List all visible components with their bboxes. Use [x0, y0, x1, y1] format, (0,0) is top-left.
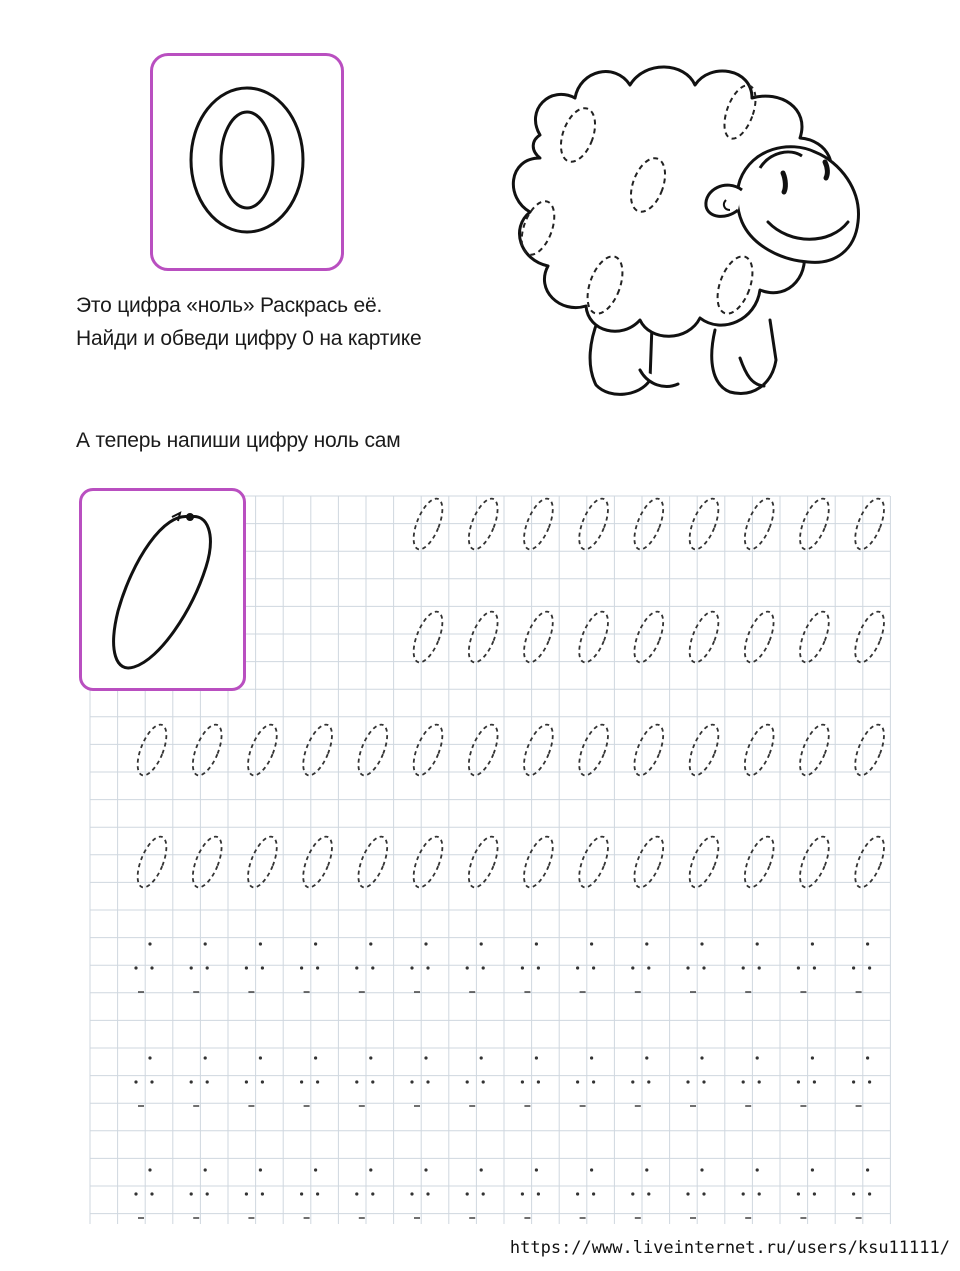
guide-dot	[813, 1080, 816, 1083]
guide-dot	[645, 1056, 648, 1059]
guide-dot	[756, 942, 759, 945]
guide-dot	[631, 1192, 634, 1195]
guide-dot	[537, 966, 540, 969]
dashed-zero	[573, 608, 614, 666]
guide-dot	[150, 1192, 153, 1195]
guide-dot	[647, 1192, 650, 1195]
guide-dot	[756, 1056, 759, 1059]
sample-digit-frame	[79, 488, 246, 691]
guide-dot	[245, 1192, 248, 1195]
guide-dot	[314, 1168, 317, 1171]
guide-dot	[686, 1192, 689, 1195]
guide-dot	[647, 1080, 650, 1083]
guide-dot	[852, 1192, 855, 1195]
guide-dot	[410, 966, 413, 969]
guide-dot	[134, 1192, 137, 1195]
guide-dot	[592, 1080, 595, 1083]
guide-dot	[480, 942, 483, 945]
guide-dot	[702, 966, 705, 969]
dashed-zero	[684, 608, 725, 666]
guide-dot	[355, 1192, 358, 1195]
guide-dot	[190, 1192, 193, 1195]
guide-dot	[316, 1080, 319, 1083]
guide-dot	[424, 942, 427, 945]
guide-dot	[482, 1080, 485, 1083]
guide-dot	[466, 1192, 469, 1195]
guide-dot	[245, 966, 248, 969]
dashed-zero	[408, 608, 449, 666]
guide-dot	[592, 1192, 595, 1195]
guide-dot	[300, 966, 303, 969]
guide-dot	[758, 966, 761, 969]
guide-dot	[204, 1056, 207, 1059]
guide-dot	[300, 1080, 303, 1083]
guide-dot	[259, 942, 262, 945]
guide-dot	[426, 1192, 429, 1195]
instruction-color: Это цифра «ноль» Раскрась её.	[76, 294, 383, 317]
guide-dot	[686, 966, 689, 969]
dashed-zero	[352, 721, 393, 779]
guide-dot	[480, 1168, 483, 1171]
guide-dot	[204, 942, 207, 945]
guide-dot	[576, 1192, 579, 1195]
guide-dot	[645, 942, 648, 945]
guide-dot	[852, 966, 855, 969]
dashed-zero	[518, 608, 559, 666]
dashed-zero	[463, 608, 504, 666]
guide-dot	[134, 1080, 137, 1083]
guide-dot	[813, 966, 816, 969]
guide-dot	[482, 966, 485, 969]
guide-dot	[190, 1080, 193, 1083]
guide-dot	[206, 1080, 209, 1083]
guide-dot	[700, 942, 703, 945]
guide-dot	[742, 1080, 745, 1083]
guide-dot	[868, 966, 871, 969]
guide-dot	[300, 1192, 303, 1195]
guide-dot	[426, 966, 429, 969]
guide-dot	[259, 1168, 262, 1171]
guide-dot	[866, 942, 869, 945]
guide-dot	[316, 966, 319, 969]
dashed-zero	[297, 721, 338, 779]
guide-dot	[797, 1080, 800, 1083]
dashed-zero	[628, 608, 669, 666]
dashed-zero	[573, 721, 614, 779]
guide-dot	[647, 966, 650, 969]
guide-dot	[590, 942, 593, 945]
guide-dot	[537, 1080, 540, 1083]
guide-dot	[631, 1080, 634, 1083]
guide-dot	[535, 1056, 538, 1059]
guide-dot	[150, 966, 153, 969]
guide-dot	[371, 1192, 374, 1195]
guide-dot	[424, 1168, 427, 1171]
dashed-zero	[132, 721, 173, 779]
guide-dot	[797, 1192, 800, 1195]
guide-dot	[700, 1168, 703, 1171]
guide-dot	[426, 1080, 429, 1083]
guide-dot	[813, 1192, 816, 1195]
guide-dot	[314, 942, 317, 945]
guide-dot	[868, 1192, 871, 1195]
guide-dot	[590, 1168, 593, 1171]
guide-dot	[148, 1168, 151, 1171]
instruction-write: А теперь напиши цифру ноль сам	[76, 429, 401, 452]
dashed-zero	[408, 721, 449, 779]
dashed-zero	[849, 721, 890, 779]
guide-dot	[204, 1168, 207, 1171]
guide-dot	[148, 942, 151, 945]
dashed-zero	[518, 721, 559, 779]
guide-dot	[521, 1080, 524, 1083]
guide-dot	[535, 1168, 538, 1171]
dashed-zero	[849, 608, 890, 666]
guide-dot	[371, 966, 374, 969]
dashed-zero	[684, 721, 725, 779]
guide-dot	[742, 1192, 745, 1195]
dashed-zero	[794, 721, 835, 779]
guide-dot	[259, 1056, 262, 1059]
guide-dot	[206, 966, 209, 969]
dashed-zero	[187, 721, 228, 779]
guide-dot	[590, 1056, 593, 1059]
guide-dot	[261, 1080, 264, 1083]
dashed-zero	[242, 721, 283, 779]
guide-dot	[521, 966, 524, 969]
guide-dot	[480, 1056, 483, 1059]
guide-dot	[424, 1056, 427, 1059]
dashed-zero	[628, 721, 669, 779]
dashed-zero	[739, 721, 780, 779]
guide-dot	[369, 1056, 372, 1059]
guide-dot	[134, 966, 137, 969]
guide-dot	[866, 1056, 869, 1059]
guide-dot	[852, 1080, 855, 1083]
guide-dot	[521, 1192, 524, 1195]
guide-dot	[702, 1192, 705, 1195]
guide-dot	[190, 966, 193, 969]
guide-dot	[645, 1168, 648, 1171]
guide-dot	[811, 942, 814, 945]
guide-dot	[355, 1080, 358, 1083]
guide-dot	[410, 1192, 413, 1195]
guide-dot	[245, 1080, 248, 1083]
dashed-zero	[794, 608, 835, 666]
guide-dot	[369, 942, 372, 945]
guide-dot	[535, 942, 538, 945]
guide-dot	[756, 1168, 759, 1171]
guide-dot	[758, 1192, 761, 1195]
guide-dot	[702, 1080, 705, 1083]
instruction-find: Найди и обведи цифру 0 на картике	[76, 327, 422, 350]
guide-dot	[700, 1056, 703, 1059]
dashed-zero	[739, 608, 780, 666]
guide-dot	[631, 966, 634, 969]
guide-dot	[811, 1056, 814, 1059]
guide-dot	[261, 966, 264, 969]
guide-dot	[576, 1080, 579, 1083]
guide-dot	[797, 966, 800, 969]
guide-dot	[868, 1080, 871, 1083]
guide-dot	[576, 966, 579, 969]
guide-dot	[316, 1192, 319, 1195]
guide-dot	[466, 1080, 469, 1083]
guide-dot	[686, 1080, 689, 1083]
guide-dot	[742, 966, 745, 969]
guide-dot	[866, 1168, 869, 1171]
guide-dot	[148, 1056, 151, 1059]
dashed-zero	[463, 721, 504, 779]
guide-dot	[758, 1080, 761, 1083]
guide-dot	[371, 1080, 374, 1083]
source-url: https://www.liveinternet.ru/users/ksu11111/	[509, 1238, 950, 1258]
guide-dot	[355, 966, 358, 969]
guide-dot	[314, 1056, 317, 1059]
guide-dot	[410, 1080, 413, 1083]
guide-dot	[537, 1192, 540, 1195]
guide-dot	[206, 1192, 209, 1195]
guide-dot	[592, 966, 595, 969]
guide-dot	[150, 1080, 153, 1083]
guide-dot	[466, 966, 469, 969]
sample-zero-stroke	[82, 491, 243, 688]
guide-dot	[369, 1168, 372, 1171]
guide-dot	[811, 1168, 814, 1171]
guide-dot	[482, 1192, 485, 1195]
guide-dot	[261, 1192, 264, 1195]
